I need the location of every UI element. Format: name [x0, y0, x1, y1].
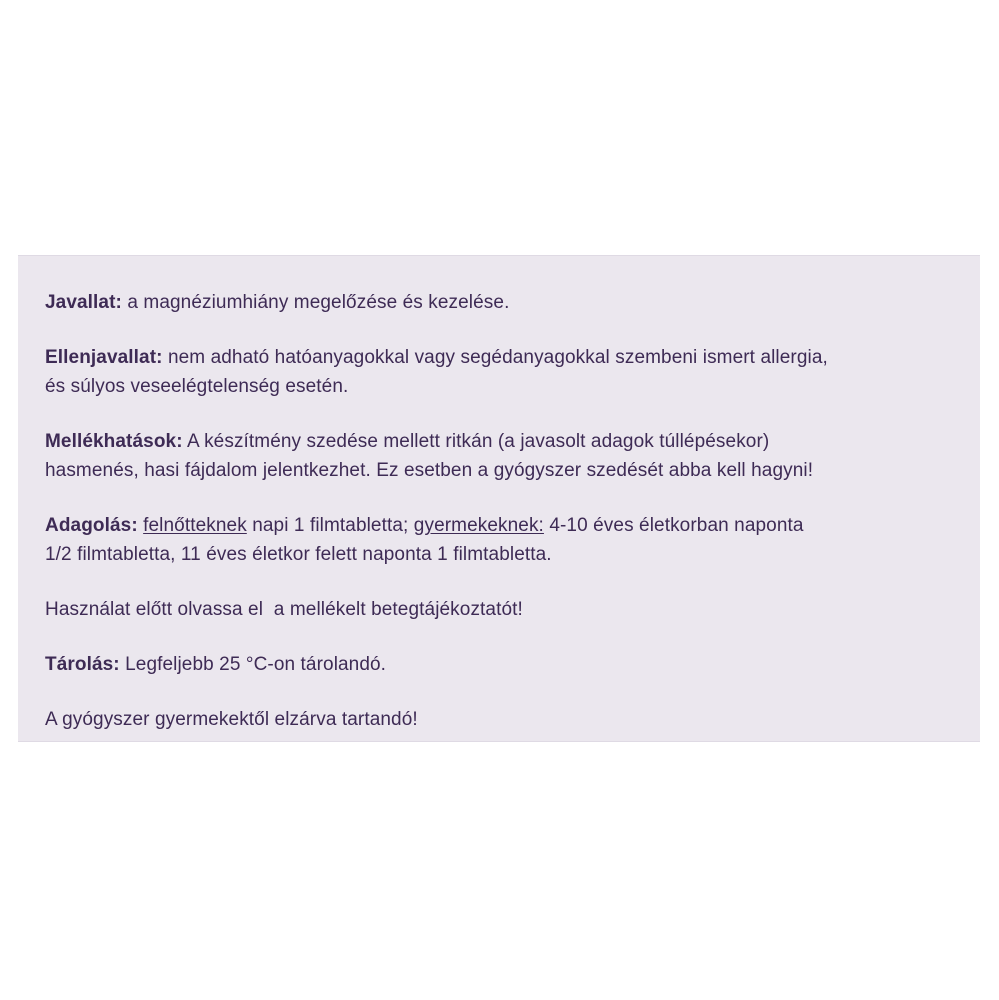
contraindication-paragraph — [45, 343, 955, 401]
package-label-panel — [18, 255, 980, 742]
storage-label: Tárolás: — [45, 654, 120, 675]
usage-note: Használat előtt olvassa el a mellékelt betegtájékoztatót! — [45, 599, 523, 620]
indication-paragraph — [45, 288, 955, 317]
contraindication-text-line2: és súlyos veseelégtelenség esetén. — [45, 376, 349, 397]
indication-text: a magnéziumhiány megelőzése és kezelése. — [127, 292, 510, 313]
child-warning: A gyógyszer gyermekektől elzárva tartandó! — [45, 709, 418, 730]
side-effects-text-line2: hasmenés, hasi fájdalom jelentkezhet. Ez esetben a gyógyszer szedését abba kell hagyni! — [45, 460, 814, 481]
dosage-text-line2: 1/2 filmtabletta, 11 éves életkor felett naponta 1 filmtabletta. — [45, 544, 552, 565]
indication-label: Javallat: — [45, 292, 122, 313]
storage-text: Legfeljebb 25 °C-on tárolandó. — [125, 654, 387, 675]
label-text — [45, 288, 955, 760]
dosage-children-text: 4-10 éves életkorban naponta — [549, 515, 804, 536]
dosage-children-label: gyermekeknek: — [413, 515, 544, 536]
side-effects-text-line1: A készítmény szedése mellett ritkán (a javasolt adagok túllépésekor) — [186, 431, 770, 452]
contraindication-text-line1: nem adható hatóanyagokkal vagy segédanyagokkal szembeni ismert allergia, — [167, 347, 828, 368]
side-effects-paragraph — [45, 427, 955, 485]
dosage-adults-label: felnőtteknek — [143, 515, 247, 536]
dosage-paragraph — [45, 511, 955, 569]
side-effects-label: Mellékhatások: — [45, 431, 183, 452]
storage-paragraph — [45, 650, 955, 679]
dosage-label: Adagolás: — [45, 515, 138, 536]
contraindication-label: Ellenjavallat: — [45, 347, 163, 368]
dosage-adults-text: napi 1 filmtabletta; — [252, 515, 409, 536]
